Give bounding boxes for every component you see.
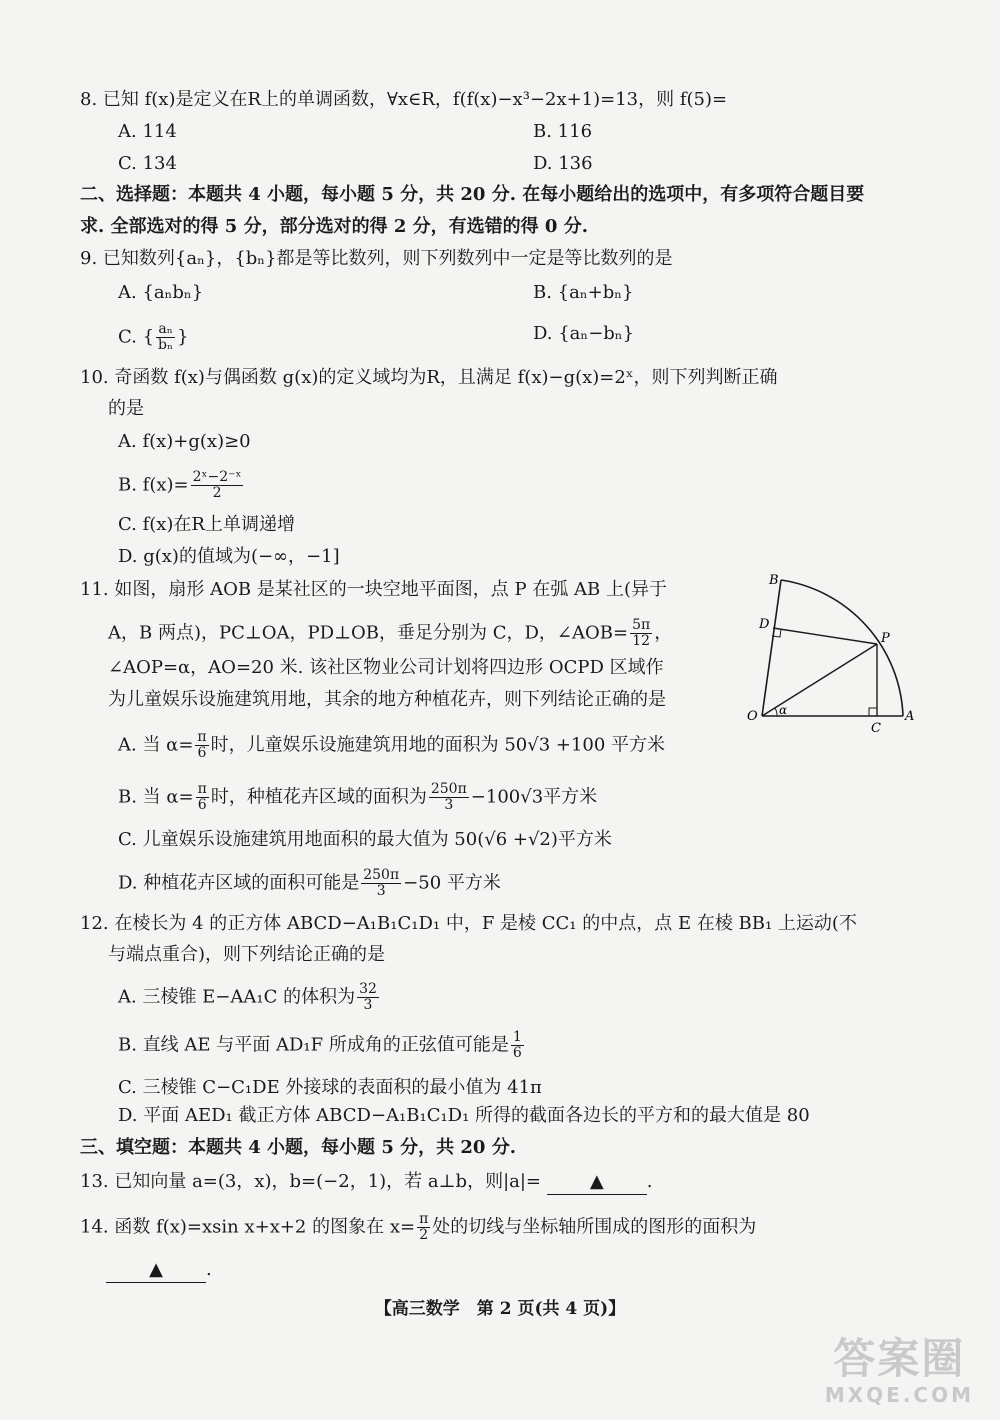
q11-option-b [118,782,597,813]
q11-option-a-num: π [197,729,207,745]
q10-option-b [118,470,245,501]
q11-option-b-fraction-1 [196,782,209,813]
q11-option-a-den: 6 [197,745,207,761]
q11-angle-num: 5π [632,617,651,633]
q14-den: 2 [419,1227,429,1243]
watermark-logo [825,1335,974,1407]
q11-option-b-pre: B. 当 α= [118,786,194,808]
q9-option-c-num: aₙ [156,322,175,338]
q9-stem: 9. 已知数列{aₙ}，{bₙ}都是等比数列，则下列数列中一定是等比数列的是 [80,248,673,269]
q11-option-c: C. 儿童娱乐设施建筑用地面积的最大值为 50(√6 +√2)平方米 [118,829,612,850]
q9-option-d: D. {aₙ−bₙ} [533,323,635,344]
q11-stem-2-pre: A，B 两点)，PC⊥OA，PD⊥OB，垂足分别为 C，D，∠AOB= [108,622,629,644]
q13-end: . [646,1171,653,1192]
q12-stem-1: 12. 在棱长为 4 的正方体 ABCD−A₁B₁C₁D₁ 中，F 是棱 CC₁ 的中点，点 E 在棱 BB₁ 上运动(不 [80,913,857,934]
q9-option-a: A. {aₙbₙ} [118,282,204,303]
label-o: O [747,709,758,724]
q8-option-b: B. 116 [533,121,593,142]
q12-option-b-fraction [511,1030,524,1061]
q11-option-b-mid: 时，种植花卉区域的面积为 [210,786,427,808]
q12-option-a-num: 32 [359,981,377,997]
arc-ab [781,580,903,716]
q11-option-d-num: 250π [363,867,400,883]
segment-pd [773,628,877,644]
q11-option-b-den-1: 6 [197,797,207,813]
q11-option-d-pre: D. 种植花卉区域的面积可能是 [118,872,360,894]
q12-option-d: D. 平面 AED₁ 截正方体 ABCD−A₁B₁C₁D₁ 所得的截面各边长的平方和的最大值是 80 [118,1105,810,1126]
q12-stem-2: 与端点重合)，则下列结论正确的是 [108,944,386,965]
section2-line1: 二、选择题：本题共 4 小题，每小题 5 分，共 20 分. 在每小题给出的选项中，有多项符合题目要 [80,184,865,205]
label-b: B [769,573,779,588]
q9-option-c-fraction [156,322,175,353]
q11-stem-2 [108,618,672,649]
angle-alpha-arc [775,708,777,716]
q11-stem-3: ∠AOP=α，AO=20 米. 该社区物业公司计划将四边形 OCPD 区域作 [108,657,664,678]
q11-stem-2-post: ， [654,622,673,644]
label-c: C [871,721,881,736]
q12-option-a-fraction [357,982,379,1013]
sector-figure [735,570,925,740]
q11-option-a-fraction [195,730,208,761]
q11-option-d-den: 3 [376,883,386,899]
q11-option-a-pre: A. 当 α= [118,734,194,756]
q11-option-b-num-2: 250π [430,781,467,797]
q14-end: . [206,1259,212,1280]
segment-ob [762,580,781,716]
watermark-url: MXQE.COM [824,1383,974,1407]
q10-stem-2: 的是 [108,398,144,419]
q14-num: π [419,1211,429,1227]
q10-option-b-fraction [191,470,244,501]
right-angle-c [869,708,877,716]
q11-stem-1: 11. 如图，扇形 AOB 是某社区的一块空地平面图，点 P 在弧 AB 上(异于 [80,579,668,600]
q14-stem-pre: 14. 函数 f(x)=xsin x+x+2 的图象在 x= [80,1216,416,1238]
q13-line [80,1170,652,1195]
q8-option-d: D. 136 [533,153,593,174]
q11-option-b-fraction-2 [429,782,469,813]
q8-stem: 8. 已知 f(x)是定义在R上的单调函数，∀x∈R，f(f(x)−x³−2x+1)=13，则 f(5)= [80,89,728,110]
q11-option-d [118,868,501,899]
q12-option-c: C. 三棱锥 C−C₁DE 外接球的表面积的最小值为 41π [118,1077,542,1098]
q12-option-b-den: 6 [512,1045,522,1061]
q13-stem: 13. 已知向量 a=(3，x)，b=(−2，1)，若 a⊥b，则|a|= [80,1171,542,1192]
section2-line2: 求. 全部选对的得 5 分，部分选对的得 2 分，有选错的得 0 分. [80,216,588,237]
q10-option-d: D. g(x)的值域为(−∞，−1] [118,546,340,567]
q11-option-b-den-2: 3 [444,797,454,813]
q9-option-c-open: C. { [118,326,155,348]
page-footer: 【高三数学 第 2 页(共 4 页)】 [374,1299,626,1319]
q12-option-b-num: 1 [512,1029,522,1045]
label-alpha: α [779,703,788,717]
q14-fraction [417,1212,430,1243]
q11-option-d-post: −50 平方米 [403,872,501,894]
section3-heading: 三、填空题：本题共 4 小题，每小题 5 分，共 20 分. [80,1137,516,1158]
q12-option-b-pre: B. 直线 AE 与平面 AD₁F 所成角的正弦值可能是 [118,1034,509,1056]
q10-option-b-den: 2 [212,485,222,501]
q11-angle-den: 12 [632,633,651,649]
q14-stem-post: 处的切线与坐标轴所围成的图形的面积为 [432,1216,757,1238]
q12-option-a-pre: A. 三棱锥 E−AA₁C 的体积为 [118,986,356,1008]
q9-option-c-den: bₙ [158,337,174,353]
q8-option-c: C. 134 [118,153,177,174]
q10-option-b-num: 2ˣ−2⁻ˣ [192,469,242,485]
q9-option-c-close: } [177,326,189,348]
q12-option-b [118,1030,526,1061]
label-a: A [905,709,915,724]
q9-option-b: B. {aₙ+bₙ} [533,282,634,303]
q11-option-b-num-1: π [197,781,207,797]
q11-option-a-post: 时，儿童娱乐设施建筑用地的面积为 50√3 +100 平方米 [210,734,666,756]
q10-option-c: C. f(x)在R上单调递增 [118,514,295,535]
q9-option-c [118,322,189,353]
q12-option-a-den: 3 [363,997,373,1013]
q14-answer-line [106,1258,212,1283]
q11-option-b-post: −100√3平方米 [470,786,598,808]
q11-option-a [118,730,665,761]
q14-answer-blank[interactable]: ▲ [106,1258,206,1283]
q10-option-a: A. f(x)+g(x)≥0 [118,431,251,452]
q10-option-b-pre: B. f(x)= [118,474,189,496]
q12-option-a [118,982,381,1013]
label-p: P [881,631,890,646]
q8-option-a: A. 114 [118,121,177,142]
q11-stem-4: 为儿童娱乐设施建筑用地，其余的地方种植花卉，则下列结论正确的是 [108,689,666,710]
q11-angle-fraction [630,618,652,649]
q10-stem-1: 10. 奇函数 f(x)与偶函数 g(x)的定义域均为R，且满足 f(x)−g(x)=2ˣ，则下列判断正确 [80,367,778,388]
q14-line [80,1212,756,1243]
label-d: D [759,617,770,632]
q13-answer-blank[interactable]: ▲ [547,1170,647,1195]
watermark-text: 答案圈 [833,1334,966,1383]
q11-option-d-fraction [361,868,401,899]
